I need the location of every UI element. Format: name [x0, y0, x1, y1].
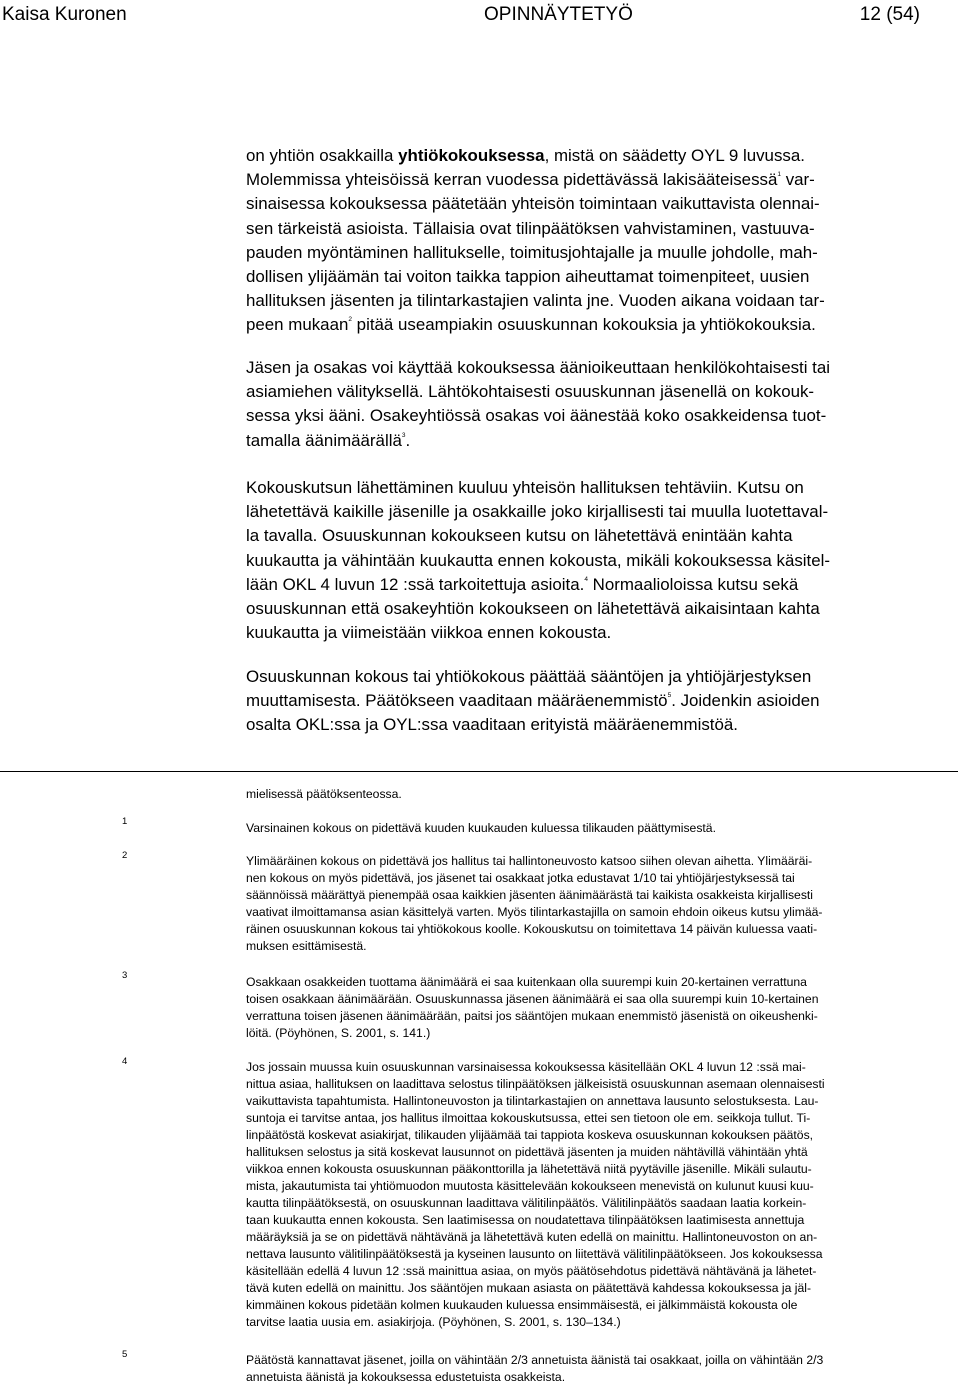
text-line: Osuuskunnan kokous tai yhtiökokous päättää sääntöjen ja yhtiöjärjestyksen: [246, 667, 812, 686]
footnote-line: Osakkaan osakkeiden tuottama äänimäärä ei saa kuitenkaan olla suurempi kuin 20-kertainen verrattuna: [246, 975, 807, 989]
footnote-ref-2[interactable]: 2: [348, 316, 352, 324]
footnote-number-3: 3: [122, 970, 128, 981]
footnote-line: Ylimääräinen kokous on pidettävä jos hallitus tai hallintoneuvosto katsoo siihen olevan aihetta. Ylimääräi-: [246, 854, 813, 868]
text-line: lähetettävä kaikille jäsenille ja osakkaille joko kirjallisesti tai muulla luotettaval-: [246, 502, 829, 522]
footnote-line: nittua asiaa, hallituksen on laadittava selostus tilinpäätöksen jälkeisistä osuuskunnan asemaan olennaisesti: [246, 1077, 825, 1091]
text-line: osalta OKL:ssa ja OYL:ssa vaaditaan erityistä määräenemmistöä.: [246, 715, 738, 735]
text-line: on yhtiön osakkailla yhtiökokouksessa, mistä on säädetty OYL 9 luvussa.: [246, 146, 805, 165]
text-line: hallituksen jäsenten ja tilintarkastajien valinta jne. Vuoden aikana voidaan tar-: [246, 291, 825, 311]
footnote-line: verrattuna toisen jäsenen äänimäärään, paitsi jos sääntöjen mukaan enemmistö jäsenistä on oikeushenki-: [246, 1009, 818, 1023]
text-line: kuukautta ja viimeistään viikkoa ennen kokousta.: [246, 623, 612, 643]
text-line: tamalla äänimäärällä$^3$.: [246, 430, 411, 450]
footnote-number-2: 2: [122, 850, 128, 861]
footnote-number-5: 5: [122, 1349, 128, 1360]
text-line: muuttamisesta. Päätökseen vaaditaan määräenemmistö$^5$. Joidenkin asioiden: [246, 691, 820, 711]
footnote-line: taan kuukautta ennen kokousta. Sen laatimisessa on noudatettava tilinpäätöksen laatimisesta annettuja: [246, 1213, 805, 1227]
text-line: Molemmissa yhteisöissä kerran vuodessa pidettävässä lakisääteisessä$^1$ var-: [246, 170, 815, 190]
footnote-ref-1[interactable]: 1: [777, 171, 781, 179]
text-line: dollisen ylijäämän tai voiton taikka tappion aiheuttamat toimenpiteet, uusien: [246, 267, 810, 287]
footnote-ref-3[interactable]: 3: [401, 431, 406, 439]
footnote-1: [246, 820, 716, 837]
text-line: sinaisessa kokouksessa päätetään yhteisön toimintaan vaikuttavista olennai-: [246, 194, 820, 214]
footnote-line: räinen osuuskunnan kokous tai yhtiökokous koolle. Kokouskutsu on toimitettava 14 päivän kuluessa vaati-: [246, 922, 818, 936]
footnote-line: löitä. (Pöyhönen, S. 2001, s. 141.): [246, 1026, 431, 1040]
text-line: kuukautta ja vähintään kuukautta ennen kokousta, mikäli kokouksessa käsitel-: [246, 550, 831, 570]
text-line: lään OKL 4 luvun 12 :ssä tarkoitettuja asioita.$^4$ Normaalioloissa kutsu sekä: [246, 574, 799, 594]
footnote-line: nettava lausunto välitilinpäätöksestä ja kyseinen lausunto on liitettävä välitilinpäätökseen. Jos kokouksessa: [246, 1247, 823, 1261]
text-line: asiamiehen välityksellä. Lähtökohtaisesti osuuskunnan jäsenellä on kokouk-: [246, 382, 815, 402]
footnote-line: tävä kuten edellä on mainittu. Jos sääntöjen mukaan asiasta on päätettävä kahdessa kokouksessa ja jäl-: [246, 1281, 812, 1295]
footnote-line: kimmäinen kokous pidetään kolmen kuukauden kuluessa ensimmäisestä, ei jälkimmäistä kokousta ole: [246, 1298, 798, 1312]
paragraph-invitation: [246, 476, 960, 645]
bold-term: yhtiökokouksessa: [398, 146, 545, 165]
footnote-line: nen kokous on myös pidettävä, jos jäsenet tai osakkaat jotka edustavat 1/10 tai yhtiöjärjestyksessä tai: [246, 871, 795, 885]
paragraph-voting: [246, 356, 960, 453]
footnote-line: käsitellään edellä 4 luvun 12 :ssä mainittua asiaa, on myös päätösehdotus pidettävä nähtävänä ja lähetet-: [246, 1264, 817, 1278]
footnote-line: kautta tilinpäätöksestä, on osuuskunnan laadittava välitilinpäätös. Välitilinpäätös saadaan laatia korkein-: [246, 1196, 807, 1210]
footnote-line: toisen osakkaan äänimäärään. Osuuskunnassa jäsenen äänimäärä ei saa olla suurempi kuin 10-kertainen: [246, 992, 819, 1006]
header-page-number: 12 (54): [859, 4, 920, 25]
footnote-line: viikkoa ennen kokousta osuuskunnan pääkonttorilla ja lähetettävä niitä pyytäville jäsenille. Mikäli sulautu-: [246, 1162, 812, 1176]
text-line: sen tärkeistä asioista. Tällaisia ovat tilinpäätöksen vahvistaminen, vastuuva-: [246, 218, 815, 238]
footnote-line: annetuista äänistä ja kokouksessa edustetuista osakkeista.: [246, 1370, 566, 1384]
page-header: [0, 4, 960, 28]
footnote-line: muksen esittämisestä.: [246, 939, 367, 953]
footnote-number-4: 4: [122, 1056, 128, 1067]
footnote-ref-5[interactable]: 5: [667, 692, 672, 700]
footnote-line: vaativat ilmoittamansa asian käsittelyä varten. Myös tilintarkastajilla on samoin ehdoin oikeus kutsu ylimää-: [246, 905, 823, 919]
header-author: Kaisa Kuronen: [2, 4, 127, 25]
footnote-line: mista, jakautumista tai yhtiömuodon muutosta käsittelevään kokoukseen menevistä on kulunut kuusi kuu-: [246, 1179, 814, 1193]
footnote-5: [246, 1352, 823, 1386]
text-line: Kokouskutsun lähettäminen kuuluu yhteisön hallituksen tehtäviin. Kutsu on: [246, 478, 804, 497]
footnote-separator: [0, 771, 958, 772]
text-line: peen mukaan$^2$ pitää useampiakin osuuskunnan kokouksia ja yhtiökokouksia.: [246, 315, 816, 335]
footnote-continuation: mielisessä päätöksenteossa.: [246, 787, 402, 801]
footnote-4: [246, 1059, 825, 1331]
footnote-line: vaikuttavista tapahtumista. Hallintoneuvoston ja tilintarkastajien on annettava lausunto selostuksesta. Lau-: [246, 1094, 819, 1108]
footnote-line: määräyksiä ja se on pidettävä nähtävänä ja lähetettävä kuten edellä on mainittu. Hallintoneuvoston on an-: [246, 1230, 818, 1244]
footnote-line: Päätöstä kannattavat jäsenet, joilla on vähintään 2/3 annetuista äänistä tai osakkaat, joilla on vähintään 2/3: [246, 1353, 824, 1367]
footnote-line: Varsinainen kokous on pidettävä kuuden kuukauden kuluessa tilikauden päättymisestä.: [246, 821, 716, 835]
paragraph-amendments: [246, 665, 960, 738]
footnote-3: [246, 974, 819, 1042]
text-line: sessa yksi ääni. Osakeyhtiössä osakas voi äänestää koko osakkeidensa tuot-: [246, 406, 827, 426]
footnote-line: suntoja ei tarvitse antaa, jos hallitus ilmoittaa kokouskutsussa, ettei sen tietoon ole em. seikkoja tullut. Ti-: [246, 1111, 811, 1125]
footnote-line: säännöissä määrättyä pienempää osaa kaikkien jäsenten äänimäärästä tai kaikista osakkeista kirjallisesti: [246, 888, 814, 902]
text-line: Jäsen ja osakas voi käyttää kokouksessa äänioikeuttaan henkilökohtaisesti tai: [246, 358, 831, 377]
footnote-line: tarvitse laatia uusia em. asiakirjoja. (Pöyhönen, S. 2001, s. 130‒134.): [246, 1315, 621, 1329]
text-line: osuuskunnan että osakeyhtiön kokoukseen on lähetettävä aikaisintaan kahta: [246, 599, 820, 619]
text-line: pauden myöntäminen hallitukselle, toimitusjohtajalle ja muulle johdolle, mah-: [246, 242, 818, 262]
footnote-number-1: 1: [122, 816, 128, 827]
footnote-line: linpäätöstä koskevat asiakirjat, tilikauden ylijäämää tai tappiota koskeva osuuskunnan kokouksen päätös,: [246, 1128, 814, 1142]
footnote-line: hallituksen selostus ja sitä koskevat lausunnot on pidettävä jäsenten ja muiden nähtävillä vähintään yhtä: [246, 1145, 808, 1159]
footnote-line: Jos jossain muussa kuin osuuskunnan varsinaisessa kokouksessa käsitellään OKL 4 luvun 12 :ssä mai-: [246, 1060, 806, 1074]
text-line: la tavalla. Osuuskunnan kokoukseen kutsu on lähetettävä enintään kahta: [246, 526, 793, 546]
paragraph-meetings: [246, 144, 960, 338]
footnote-2: [246, 853, 822, 955]
footnote-ref-4[interactable]: 4: [584, 575, 588, 583]
header-title: OPINNÄYTETYÖ: [484, 4, 633, 25]
